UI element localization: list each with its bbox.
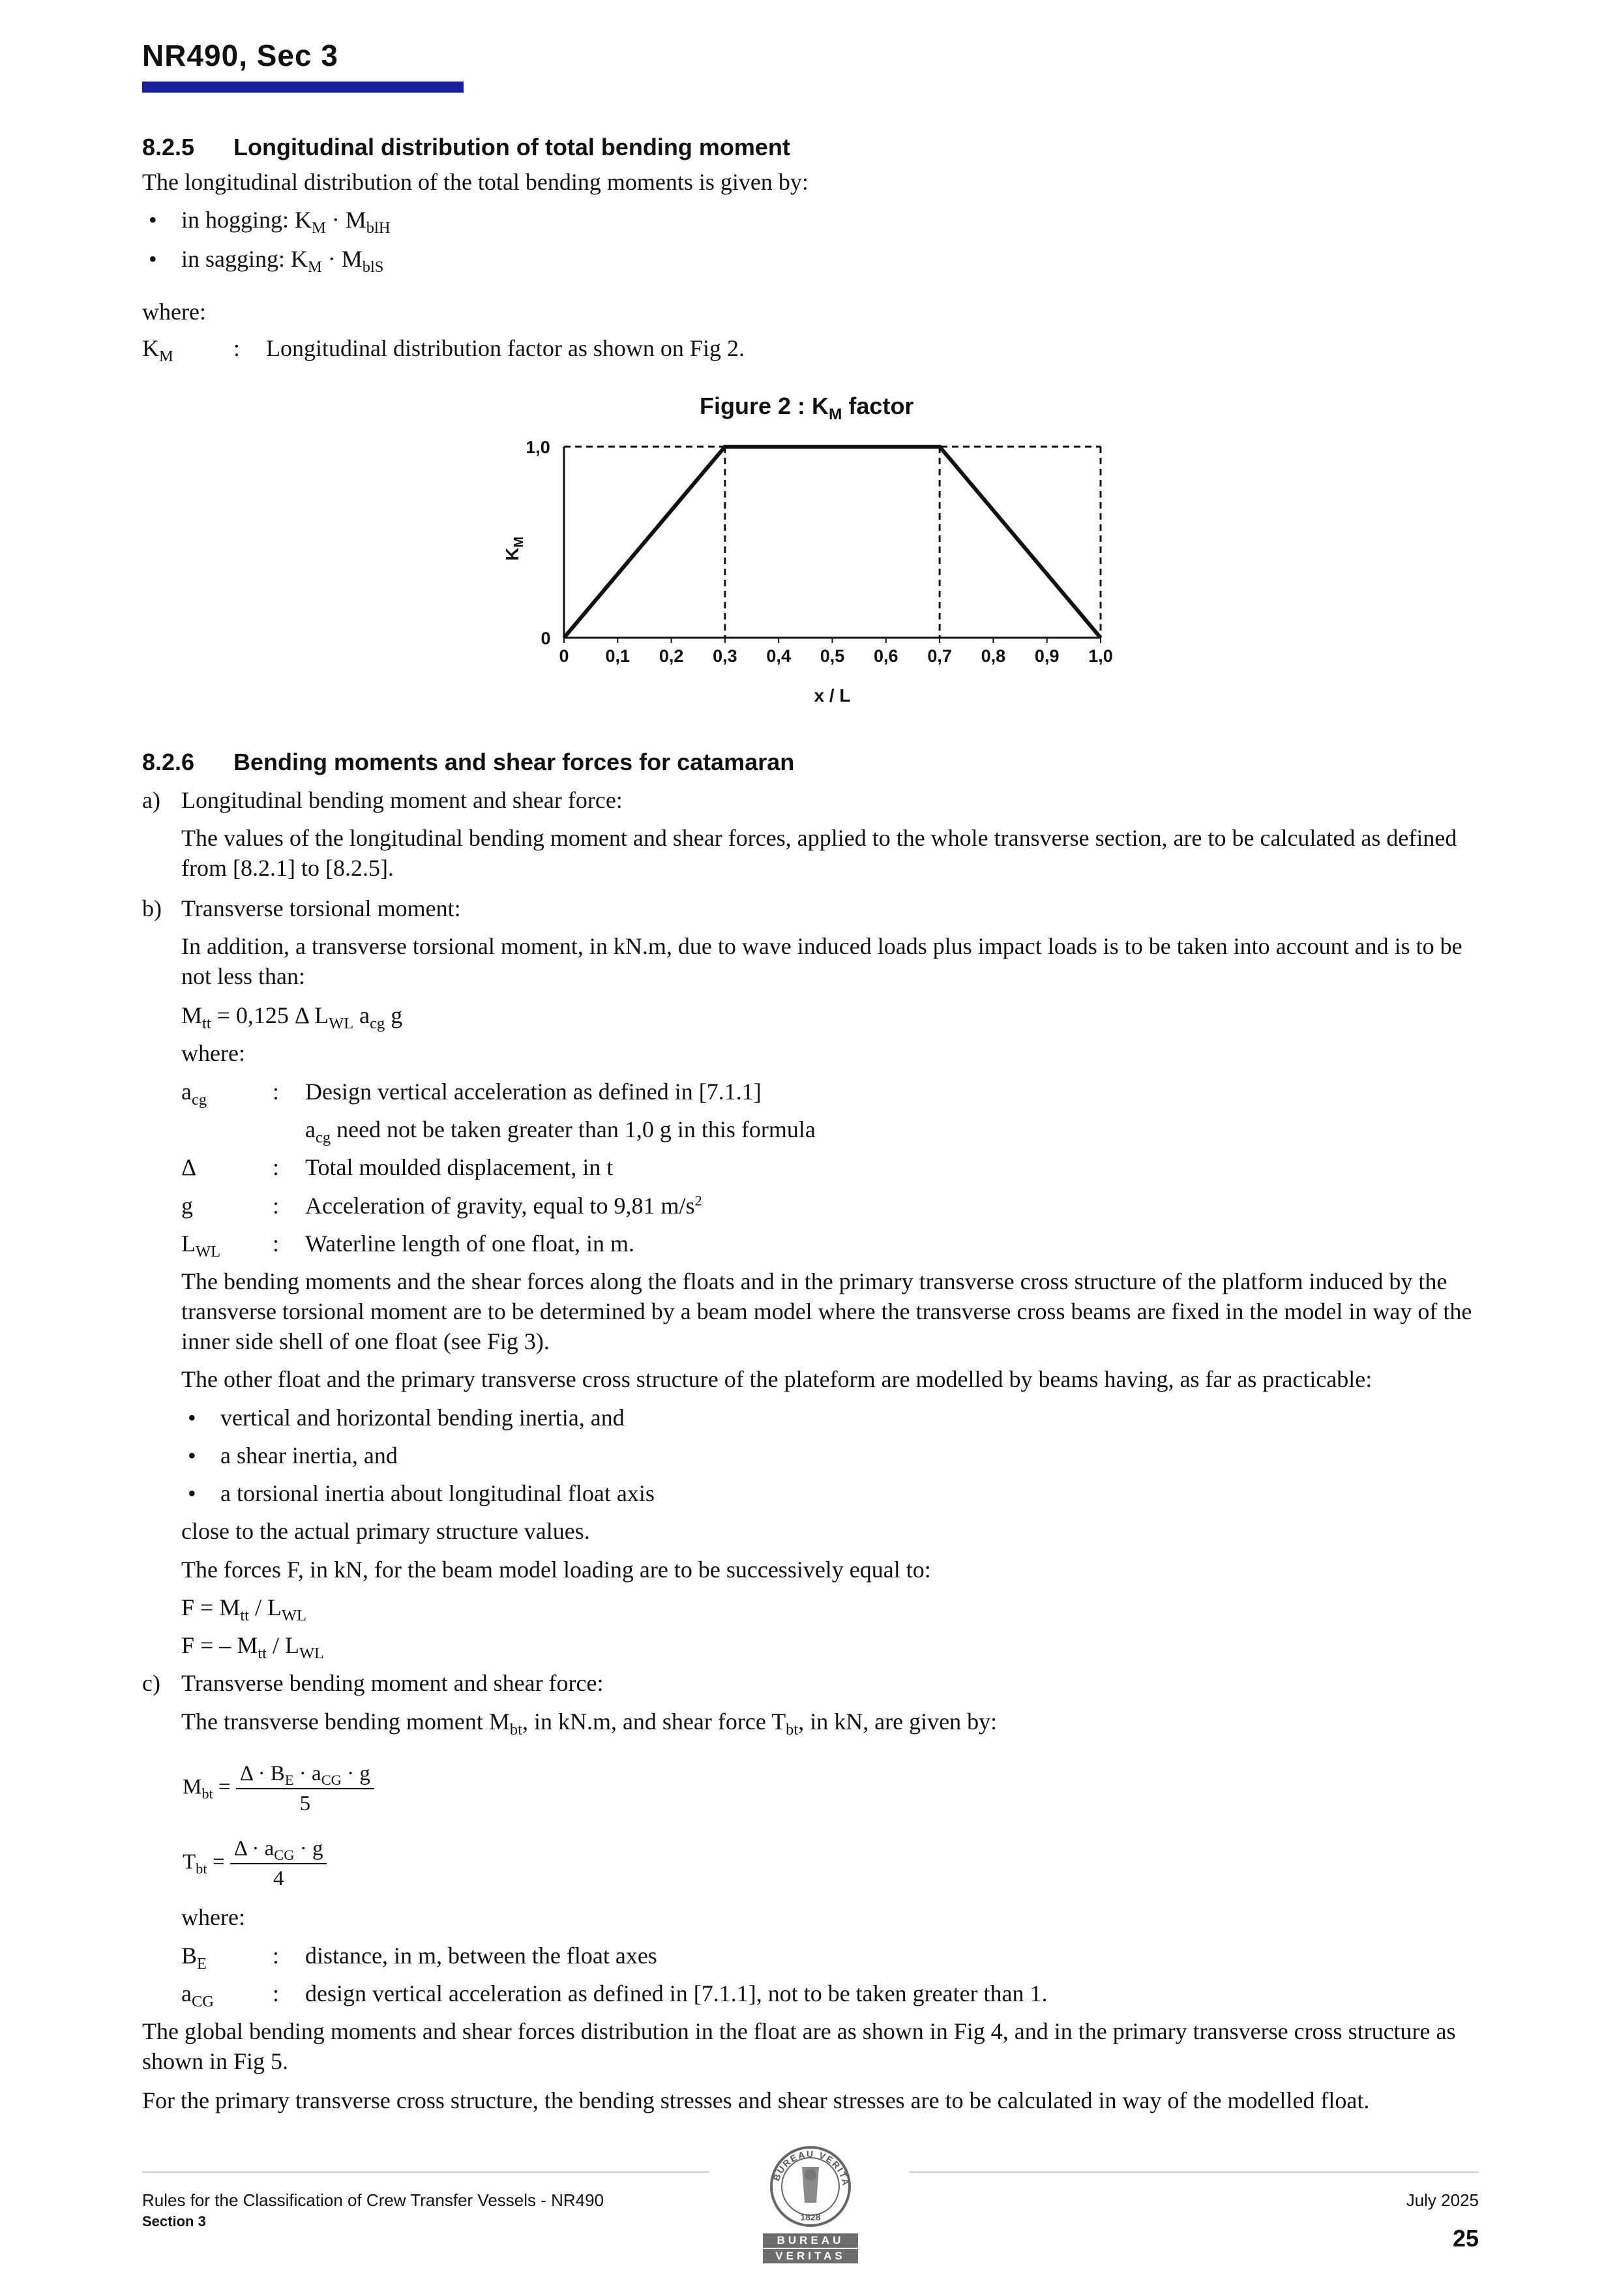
x-tick-label: 0,5 <box>820 646 845 666</box>
def-text: design vertical acceleration as defined in [7.1.1], not to be taken greater than 1. <box>305 1980 1048 2006</box>
beam-model-paragraph: The bending moments and the shear forces along the floats and in the primary transverse cross structure of the platform induced by the transverse torsional moment are to be determined by a beam model where the transverse cross beams are fixed in the model in way of the inner side shell of one float (see Fig 3). <box>181 1268 1472 1354</box>
section-number: 8.2.5 <box>142 134 195 160</box>
sym: B <box>181 1943 198 1969</box>
sub: cg <box>315 1128 331 1146</box>
t: Δ · B <box>239 1762 285 1785</box>
x-tick-label: 0,1 <box>605 646 630 666</box>
item-c-text <box>181 1707 997 1737</box>
text: · M <box>325 207 366 233</box>
item-b-title: Transverse torsional moment: <box>181 895 461 921</box>
item-a-label: a) <box>142 787 160 813</box>
where-label-2: where: <box>181 1904 245 1930</box>
close-values-text: close to the actual primary structure values. <box>181 1518 590 1544</box>
def-text <box>305 1191 702 1221</box>
hogging-text: in hogging: K <box>181 207 312 233</box>
def-acg <box>181 1077 1479 1107</box>
x-tick-label: 0 <box>559 646 569 666</box>
t: F = – M <box>181 1632 258 1658</box>
def-text: distance, in m, between the float axes <box>305 1943 657 1969</box>
t: · g <box>341 1762 370 1785</box>
t: M <box>181 1002 203 1028</box>
global-distribution-paragraph: The global bending moments and shear forces distribution in the float are as shown in Fig 4, and in the primary transverse cross structure as shown in Fig 5. <box>142 2018 1456 2074</box>
def-delta <box>181 1152 1479 1182</box>
y-tick-label: 0 <box>541 629 551 648</box>
sub: bt <box>509 1720 522 1738</box>
inertia-bullet-3: • a torsional inertia about longitudinal float axis <box>220 1478 655 1508</box>
colon: : <box>233 335 241 361</box>
colon: : <box>273 1154 280 1180</box>
sub: CG <box>274 1847 295 1864</box>
sub: cg <box>370 1014 385 1032</box>
acg-note <box>305 1114 816 1144</box>
item-a-title: Longitudinal bending moment and shear force: <box>181 787 623 813</box>
sub: WL <box>196 1242 221 1260</box>
other-float-paragraph: The other float and the primary transverse cross structure of the plateform are modelled by beams having, as far as practicable: <box>181 1366 1372 1392</box>
force-equation-1 <box>181 1592 306 1622</box>
section-heading-8-2-5 <box>142 134 790 161</box>
t: = <box>207 1850 225 1874</box>
sub: cg <box>191 1090 207 1109</box>
tbt-formula <box>183 1836 327 1892</box>
t: need not be taken greater than 1,0 g in this formula <box>331 1116 816 1142</box>
x-tick-label: 0,7 <box>927 646 952 666</box>
sagging-bullet <box>181 244 383 274</box>
sub: E <box>197 1954 207 1973</box>
def-g <box>181 1191 1479 1221</box>
force-equation-2 <box>181 1630 324 1660</box>
sagging-text: in sagging: K <box>181 246 308 272</box>
bureau-veritas-logo <box>762 2141 859 2265</box>
def-acg-2 <box>181 1978 1479 2008</box>
svg-text:1828: 1828 <box>800 2212 821 2222</box>
figure-2-title <box>700 393 914 423</box>
t: Acceleration of gravity, equal to 9,81 m/s <box>305 1193 695 1219</box>
header-rule <box>142 82 464 93</box>
colon: : <box>273 1193 280 1219</box>
section-title: Bending moments and shear forces for catamaran <box>233 749 795 775</box>
svg-text:BUREAU VERITAS: BUREAU VERITA <box>771 2148 852 2188</box>
x-tick-label: 0,6 <box>874 646 898 666</box>
sub: M <box>829 405 842 423</box>
numerator <box>230 1836 327 1864</box>
numerator <box>236 1761 374 1789</box>
sym: a <box>181 1079 192 1105</box>
t: / L <box>266 1632 299 1658</box>
km-definition <box>142 333 1316 363</box>
t: Δ · a <box>233 1837 274 1860</box>
colon: : <box>273 1943 280 1969</box>
km-symbol <box>142 333 173 363</box>
colon: : <box>273 1230 280 1257</box>
def-be <box>181 1941 1479 1971</box>
mbt-formula <box>183 1761 374 1817</box>
colon: : <box>273 1079 280 1105</box>
sub: bt <box>201 1785 213 1802</box>
t: T <box>183 1850 196 1874</box>
denominator: 4 <box>273 1867 284 1890</box>
sub: tt <box>240 1606 249 1624</box>
km-factor-chart <box>482 424 1135 724</box>
sub: E <box>284 1772 294 1789</box>
def-lwl <box>181 1229 1479 1259</box>
footer-section: Section 3 <box>142 2213 206 2229</box>
logo-seal-icon <box>762 2141 859 2232</box>
sub: CG <box>321 1772 342 1789</box>
t: · a <box>293 1762 321 1785</box>
km-definition-text: Longitudinal distribution factor as shown on Fig 2. <box>266 335 745 361</box>
sub: WL <box>299 1644 324 1662</box>
x-tick-label: 0,2 <box>659 646 684 666</box>
t: F = M <box>181 1594 241 1620</box>
km-series-line <box>564 447 1101 638</box>
mbt-fraction <box>236 1761 374 1817</box>
footer-doc-title: Rules for the Classification of Crew Transfer Vessels - NR490 <box>142 2190 604 2210</box>
torsional-moment-equation <box>181 1000 402 1030</box>
footer-rule-left <box>142 2171 709 2173</box>
tbt-fraction <box>230 1836 327 1892</box>
t: / L <box>248 1594 282 1620</box>
sub: M <box>159 347 173 365</box>
x-tick-label: 0,9 <box>1034 646 1060 666</box>
item-b-text: In addition, a transverse torsional moment, in kN.m, due to wave induced loads plus impact loads is to be taken into account and is to be not less than: <box>181 933 1462 989</box>
text: · M <box>321 246 363 272</box>
item-b-label: b) <box>142 895 162 921</box>
y-tick-label: 1,0 <box>526 438 550 457</box>
logo-word-1: BUREAU <box>763 2233 858 2248</box>
lwl-symbol <box>181 1229 220 1259</box>
item-a-text: The values of the longitudinal bending moment and shear forces, applied to the whole transverse section, are to be calculated as defined from [8.2.1] to [8.2.5]. <box>181 825 1457 881</box>
t: = <box>213 1775 231 1799</box>
delta-symbol: Δ <box>181 1154 197 1180</box>
x-tick-label: 0,8 <box>981 646 1006 666</box>
inertia-bullet-2: • a shear inertia, and <box>220 1440 398 1470</box>
fig-title-text: Figure 2 : K <box>700 393 829 419</box>
sup: 2 <box>694 1192 702 1209</box>
t: , in kN, are given by: <box>798 1708 998 1735</box>
section-number: 8.2.6 <box>142 749 195 775</box>
t: a <box>305 1116 316 1142</box>
sub: M <box>308 258 322 276</box>
sub: bt <box>786 1720 799 1738</box>
page-number: 25 <box>1452 2225 1479 2252</box>
x-tick-label: 0,4 <box>766 646 791 666</box>
x-axis-label: x / L <box>814 685 851 706</box>
be-symbol <box>181 1941 207 1971</box>
footer-date: July 2025 <box>1406 2190 1479 2210</box>
t: a <box>353 1002 370 1028</box>
final-paragraph: For the primary transverse cross structure, the bending stresses and shear stresses are to be calculated in way of the modelled float. <box>142 2087 1370 2113</box>
x-tick-label: 0,3 <box>713 646 737 666</box>
sub: tt <box>258 1644 267 1662</box>
acg-symbol <box>181 1978 214 2008</box>
def-text: Design vertical acceleration as defined in [7.1.1] <box>305 1079 762 1105</box>
t: · g <box>294 1837 323 1860</box>
inertia-bullet-1: • vertical and horizontal bending inertia, and <box>220 1403 625 1433</box>
x-tick-label: 1,0 <box>1088 646 1113 666</box>
def-text: Waterline length of one float, in m. <box>305 1230 634 1257</box>
item-c-title: Transverse bending moment and shear force: <box>181 1670 604 1696</box>
sub: WL <box>329 1014 354 1032</box>
g-symbol: g <box>181 1193 193 1219</box>
sym: L <box>181 1230 196 1257</box>
sub: blH <box>366 218 391 237</box>
acg-symbol <box>181 1077 207 1107</box>
forces-intro: The forces F, in kN, for the beam model loading are to be successively equal to: <box>181 1557 931 1583</box>
section-heading-8-2-6 <box>142 749 794 776</box>
t: g <box>385 1002 403 1028</box>
intro-paragraph: The longitudinal distribution of the total bending moments is given by: <box>142 169 808 195</box>
sub: M <box>312 218 326 237</box>
sub: WL <box>281 1606 306 1624</box>
hogging-bullet <box>181 205 390 235</box>
sym: a <box>181 1980 192 2006</box>
sub: bt <box>196 1860 207 1877</box>
y-axis-label: $K_M$ <box>502 537 526 561</box>
t: M <box>183 1775 202 1799</box>
denominator: 5 <box>299 1792 311 1815</box>
t: The transverse bending moment M <box>181 1708 510 1735</box>
sub: tt <box>202 1014 211 1032</box>
section-title: Longitudinal distribution of total bending moment <box>233 134 790 160</box>
t: , in kN.m, and shear force T <box>522 1708 786 1735</box>
footer-rule-right <box>910 2171 1479 2173</box>
sym: K <box>142 335 159 361</box>
fig-title-text: factor <box>842 393 914 419</box>
colon: : <box>273 1980 280 2006</box>
running-header-title: NR490, Sec 3 <box>142 38 338 72</box>
def-text: Total moulded displacement, in t <box>305 1154 614 1180</box>
item-c-label: c) <box>142 1670 160 1696</box>
where-label: where: <box>181 1040 245 1066</box>
t: = 0,125 Δ L <box>211 1002 329 1028</box>
sub: CG <box>191 1992 214 2010</box>
logo-word-2: VERITAS <box>763 2249 858 2263</box>
sub: blS <box>362 258 384 276</box>
where-label: where: <box>142 299 206 325</box>
